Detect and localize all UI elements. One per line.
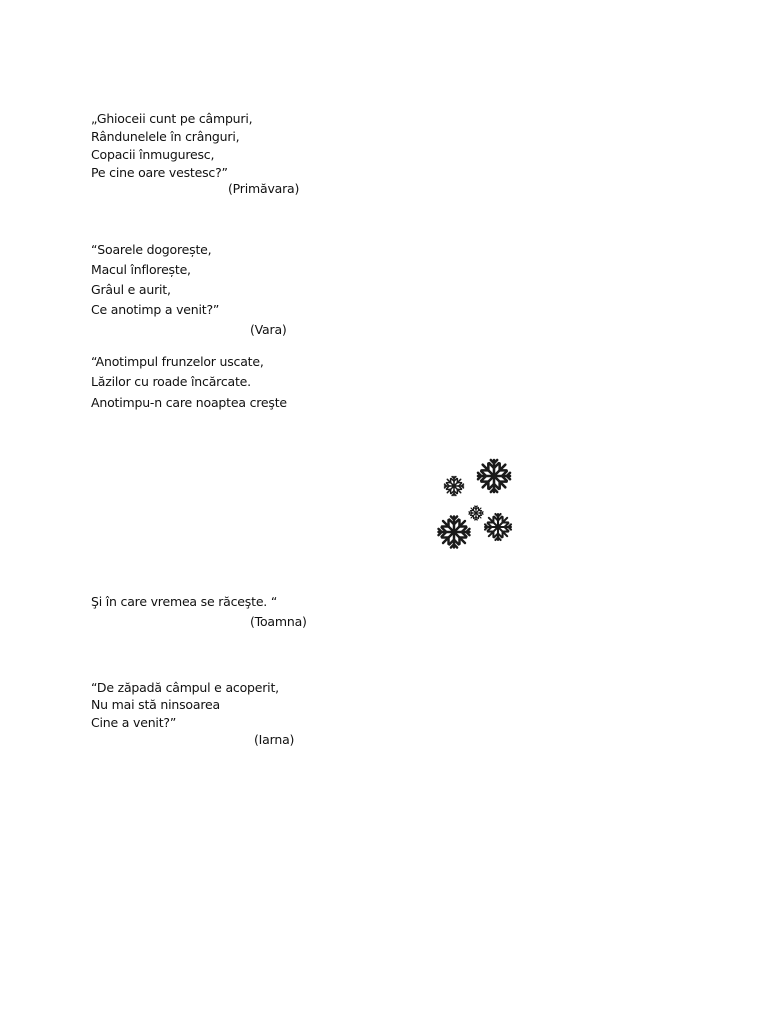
snowflake-small-icon (445, 477, 464, 496)
riddle-2-answer: (Vara) (250, 322, 287, 337)
riddle-3-answer: (Toamna) (250, 614, 307, 629)
riddle-1-line-3: Copacii înmuguresc, (91, 147, 215, 162)
riddle-4-line-2: Nu mai stă ninsoarea (91, 697, 220, 712)
snowflake-medium-icon (485, 514, 511, 540)
riddle-2-line-4: Ce anotimp a venit?” (91, 302, 220, 317)
riddle-1-line-4: Pe cine oare vestesc?” (91, 165, 228, 180)
riddle-2-line-2: Macul înflorește, (91, 262, 191, 277)
riddle-3-line-1: “Anotimpul frunzelor uscate, (91, 354, 264, 369)
riddle-3-line-2: Lăzilor cu roade încărcate. (91, 374, 251, 389)
riddle-4-line-1: “De zăpadă câmpul e acoperit, (91, 680, 279, 695)
riddle-1-answer: (Primăvara) (228, 181, 300, 196)
riddle-1-line-2: Rândunelele în crânguri, (91, 129, 240, 144)
riddle-1-line-1: „Ghioceii cunt pe câmpuri, (91, 111, 253, 126)
riddle-3-line-3: Anotimpu-n care noaptea creşte (91, 395, 287, 410)
snowflake-large-icon (478, 460, 510, 492)
snowflakes-icon (430, 455, 520, 555)
snowflake-tiny-icon (469, 506, 483, 520)
riddle-4-line-3: Cine a venit?” (91, 715, 177, 730)
riddle-3-line-4: Şi în care vremea se răceşte. “ (91, 594, 278, 609)
riddle-4-answer: (Iarna) (254, 732, 295, 747)
riddle-2-line-1: “Soarele dogorește, (91, 242, 212, 257)
riddle-2-line-3: Grâul e aurit, (91, 282, 171, 297)
snowflake-large-icon (439, 517, 470, 548)
